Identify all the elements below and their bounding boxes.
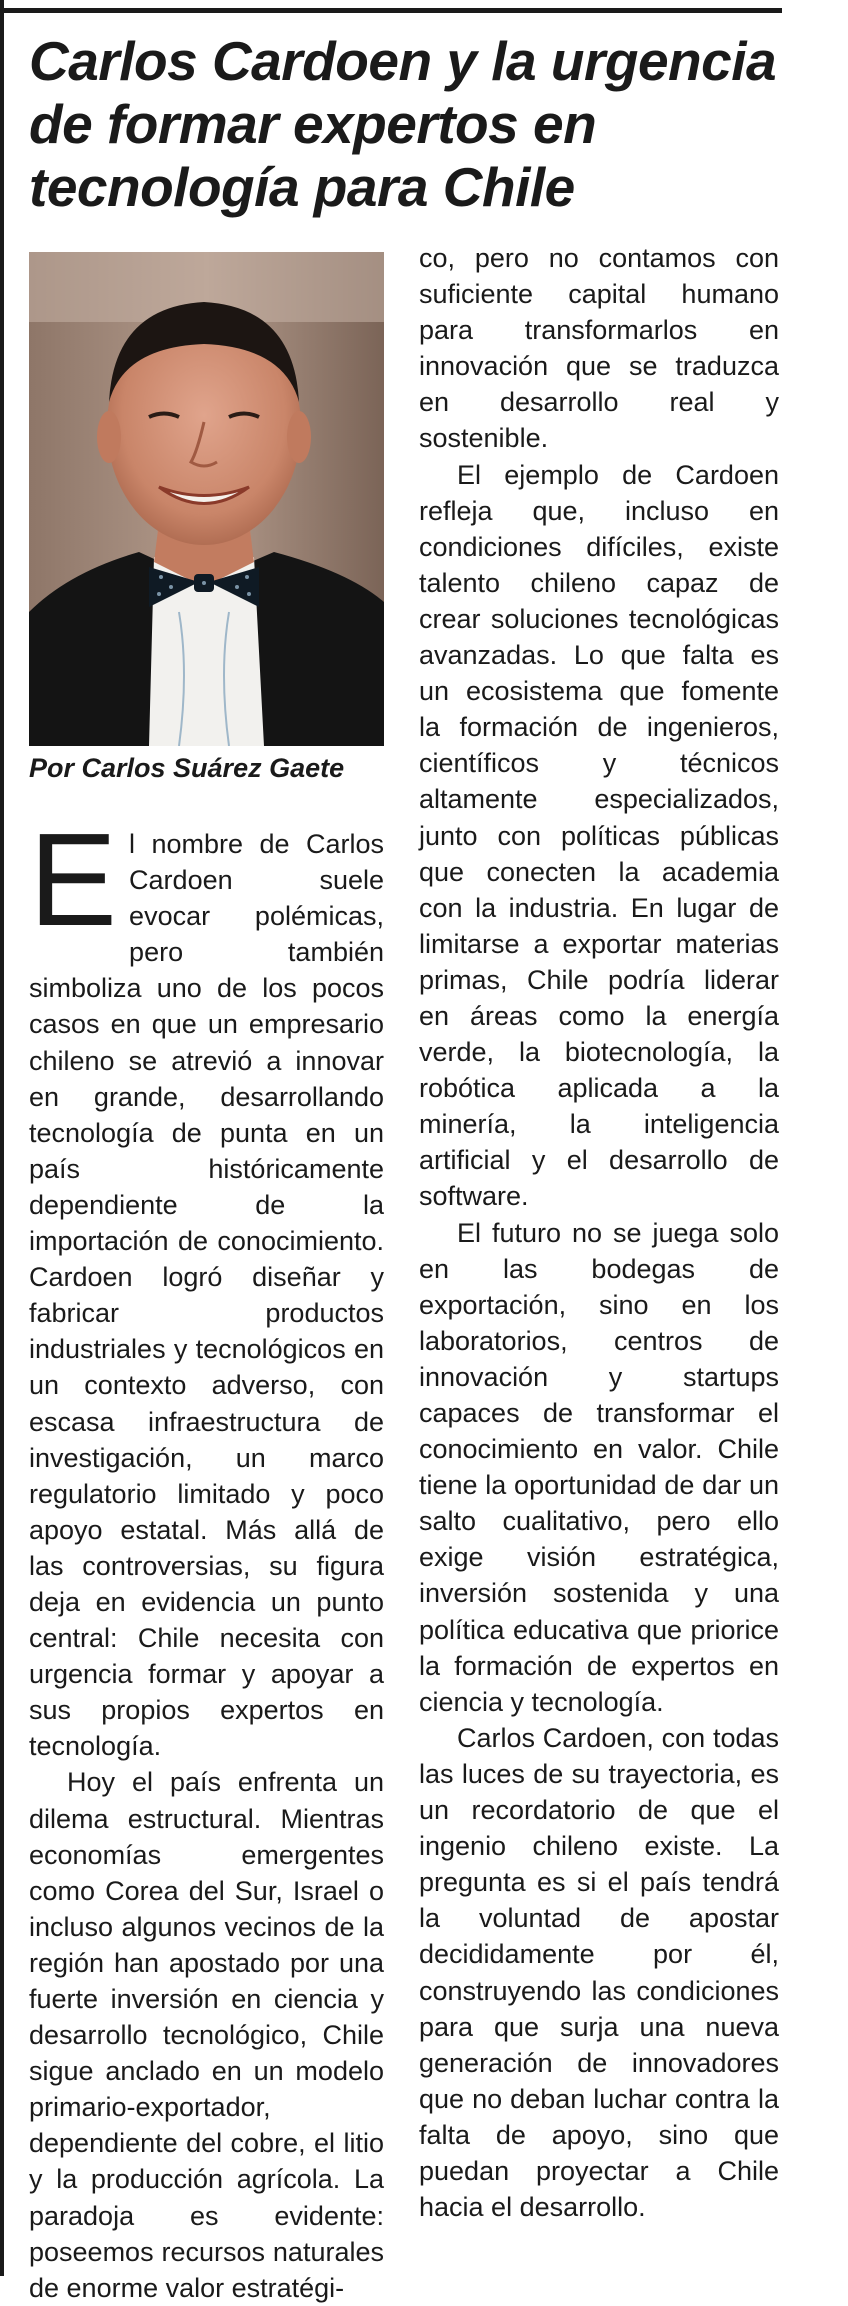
page-border-left — [0, 0, 4, 2276]
byline: Por Carlos Suárez Gaete — [29, 753, 345, 783]
paragraph-5: Carlos Cardoen, con todas las luces de su trayectoria, es un recordatorio de que el ingenio chileno existe. La pregunta es si el país tendrá la voluntad de apostar decididamente por él, construyendo las condiciones para que surja una nueva generación de innovadores que no deban luchar contra la falta de apoyo, sino que puedan proyectar a Chile hacia el desarrollo. — [419, 1722, 779, 2223]
drop-cap: E — [29, 806, 118, 953]
article-text-left — [29, 806, 384, 2306]
article-title: Carlos Cardoen y la urgencia de formar expertos en tecnología para Chile — [29, 30, 777, 218]
column-left — [29, 252, 384, 2306]
page-border-top — [0, 8, 782, 13]
paragraph-4: El futuro no se juega solo en las bodegas de exportación, sino en los laboratorios, centros de innovación y startups capaces de transformar el conocimiento en valor. Chile tiene la oportunidad de dar un salto cualitativo, pero ello exige visión estratégica, inversión sostenida y una política educativa que priorice la formación de expertos en ciencia y tecnología. — [419, 1217, 779, 1717]
paragraph-3: El ejemplo de Cardoen refleja que, incluso en condiciones difíciles, existe talento chileno capaz de crear soluciones tecnológicas avanzadas. Lo que falta es un ecosistema que fomente la formación de ingenieros, científicos y técnicos altamente especializados, junto con políticas públicas que conecten la academia con la industria. En lugar de limitarse a exportar materias primas, Chile podría liderar en áreas como la energía verde, la biotecnología, la robótica aplicada a la minería, la inteligencia artificial y el desarrollo de software. — [419, 459, 779, 1212]
author-photo — [29, 252, 384, 746]
article — [29, 30, 779, 2303]
paragraph-2-end: co, pero no contamos con suficiente capital humano para transformarlos en innovación que se traduzca en desarrollo real y sostenible. — [419, 243, 779, 454]
article-text-right — [419, 240, 779, 2225]
author-portrait-image — [29, 252, 384, 746]
paragraph-2-start: Hoy el país enfrenta un dilema estructural. Mientras economías emergentes como Corea del Sur, Israel o incluso algunos vecinos de la región han apostado por una fuerte inversión en ciencia y desarrollo tecnológico, Chile sigue anclado en un modelo primario-exportador, dependiente del cobre, el litio y la producción agrícola. La paradoja es evidente: poseemos recursos naturales de enorme valor estratégi- — [29, 1767, 384, 2303]
column-right — [419, 243, 779, 2225]
paragraph-1: l nombre de Carlos Cardoen suele evocar polémicas, pero también simboliza uno de los pocos casos en que un empresario chileno se atrevió a innovar en grande, desarrollando tecnología de punta en un país históricamente dependiente de la importación de conocimiento. Cardoen logró diseñar y fabricar productos industriales y tecnológicos en un contexto adverso, con escasa infraestructura de investigación, un marco regulatorio limitado y poco apoyo estatal. Más allá de las controversias, su figura deja en evidencia un punto central: Chile necesita con urgencia formar y apoyar a sus propios expertos en tecnología. — [29, 829, 384, 1762]
